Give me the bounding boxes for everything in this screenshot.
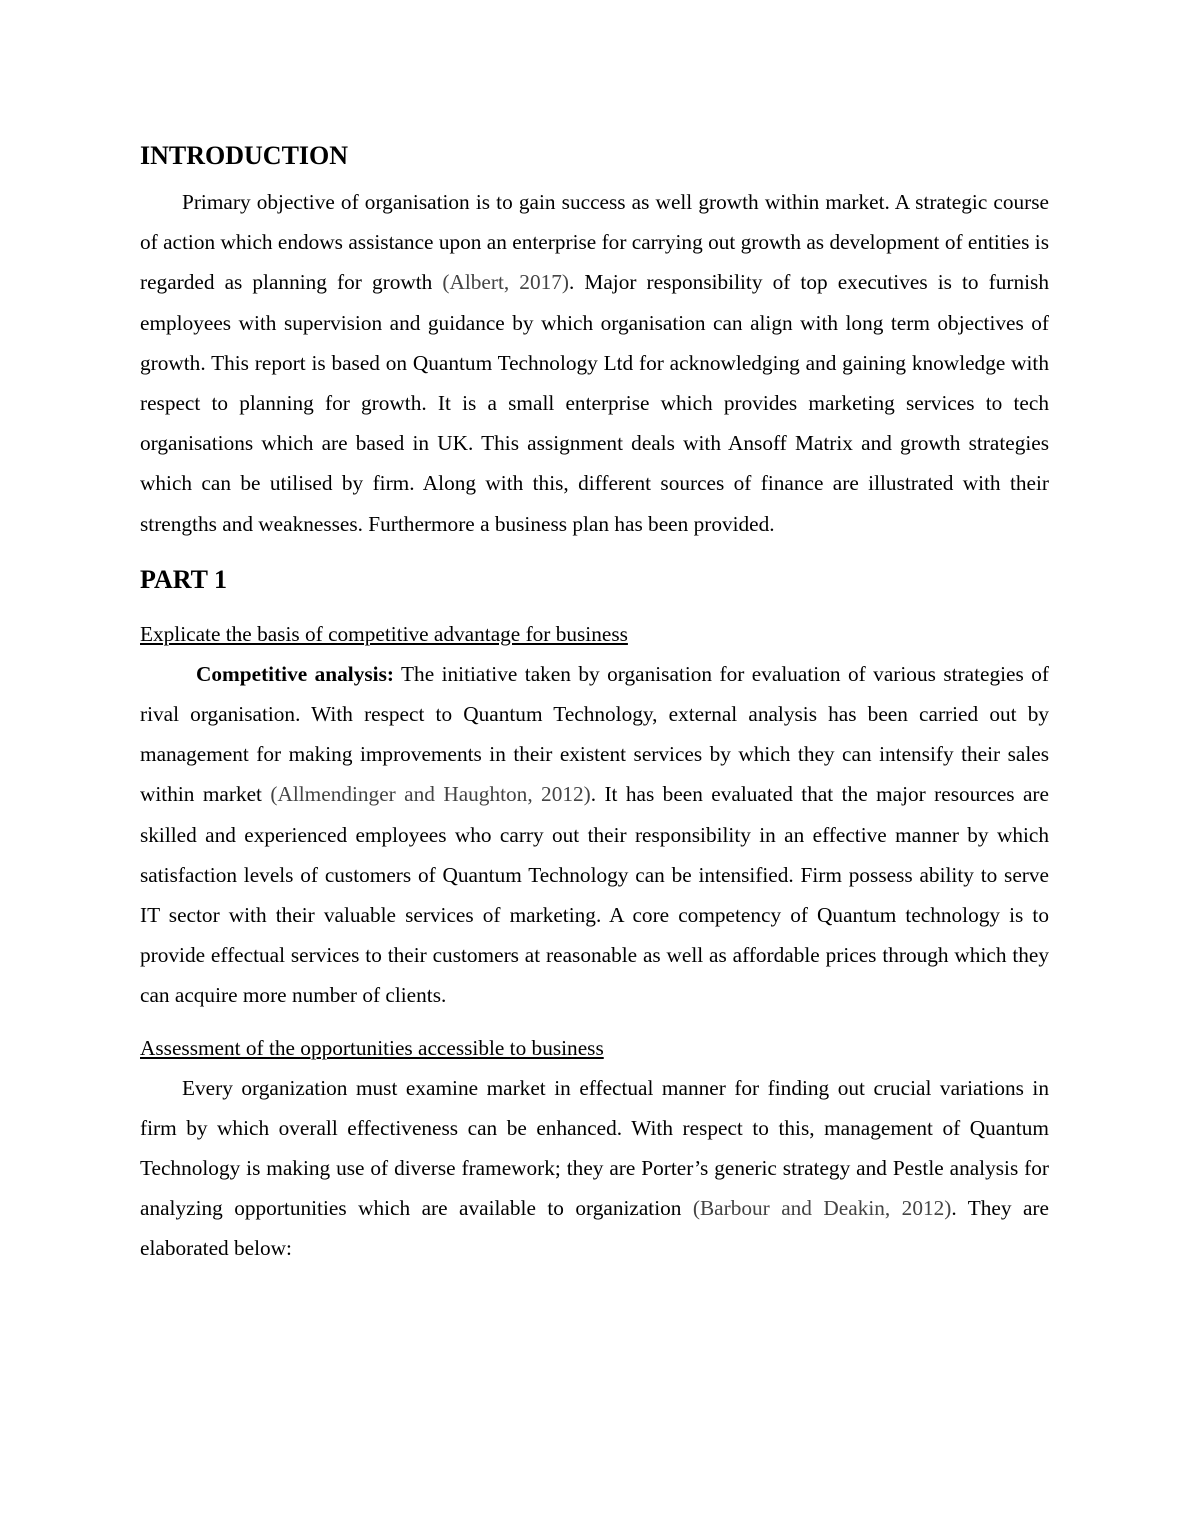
section1-citation: (Allmendinger and Haughton, 2012) [270,782,591,807]
section2-text-part-a: Every organization must examine market in effectual manner for finding out crucial variations in firm by which overall effectiveness can be enhanced. With respect to this, management of Quantum Technology is making use of diverse framework; they are Porter’s generic strategy and Pestle analysis for analyzing opportunities which are available to organization [140,1075,1049,1221]
part1-heading: PART 1 [140,564,227,594]
section2-text-part-b: . They are elaborated below: [140,1196,1049,1261]
section2-paragraph [140,1068,1049,1269]
section1-text-part-b: . It has been evaluated that the major resources are skilled and experienced employees who carry out their responsibility in an effective manner by which satisfaction levels of customers of Quantum Technology can be intensified. Firm possess ability to serve IT sector with their valuable services of marketing. A core competency of Quantum technology is to provide effectual services to their customers at reasonable as well as affordable prices through which they can acquire more number of clients. [140,782,1049,1008]
intro-text-part-a: Primary objective of organisation is to gain success as well growth within market. A strategic course of action which endows assistance upon an enterprise for carrying out growth as development of entities is regarded as planning for growth [140,190,1049,295]
introduction-paragraph [140,182,1049,544]
intro-citation: (Albert, 2017) [442,270,569,295]
introduction-heading: INTRODUCTION [140,141,349,170]
section1-lead: Competitive analysis: [196,661,394,686]
section1-title: Explicate the basis of competitive advantage for business [140,621,628,646]
section2-title: Assessment of the opportunities accessible to business [140,1035,604,1060]
section2-citation: (Barbour and Deakin, 2012) [692,1196,952,1221]
section1-text-part-a: The initiative taken by organisation for evaluation of various strategies of rival organisation. With respect to Quantum Technology, external analysis has been carried out by management for making improvements in their existent services by which they can intensify their sales within market [140,661,1049,807]
intro-text-part-b: . Major responsibility of top executives is to furnish employees with supervision and guidance by which organisation can align with long term objectives of growth. This report is based on Quantum Technology Ltd for acknowledging and gaining knowledge with respect to planning for growth. It is a small enterprise which provides marketing services to tech organisations which are based in UK. This assignment deals with Ansoff Matrix and growth strategies which can be utilised by firm. Along with this, different sources of finance are illustrated with their strengths and weaknesses. Furthermore a business plan has been provided. [140,270,1049,536]
document-page [140,140,1049,1269]
section1-paragraph [140,654,1049,1016]
